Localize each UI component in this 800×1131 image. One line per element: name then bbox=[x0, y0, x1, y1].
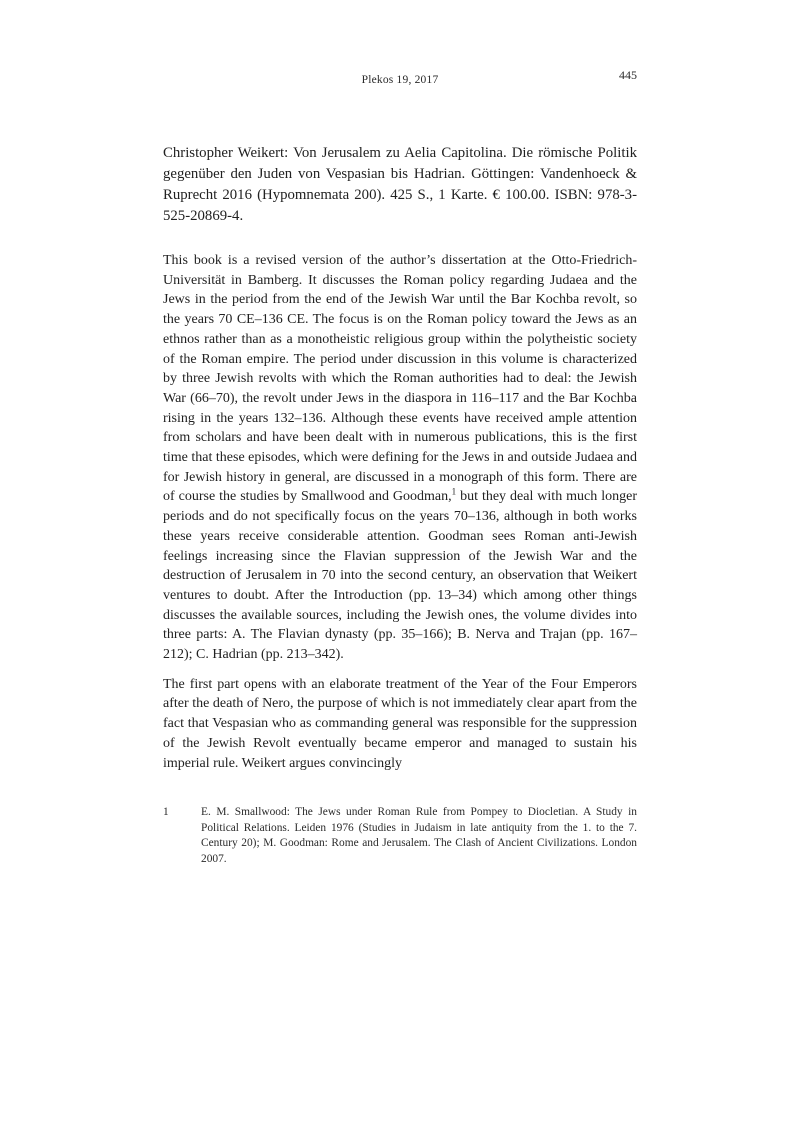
review-content bbox=[163, 143, 637, 868]
running-header bbox=[163, 68, 637, 88]
journal-title: Plekos 19, 2017 bbox=[361, 74, 439, 86]
paragraph-1-text-after-note: but they deal with much longer periods and do not specifically focus on the years 70–136, although in both works these years receive considerable attention. Goodman sees Roman anti-Jewish feelings increasing since the Flavian suppression of the Jewish War and the destruction of Jerusalem in 70 into the second century, an observation that Weikert ventures to doubt. After the Introduction (pp. 13–34) which among other things discusses the available sources, including the Jewish ones, the volume divides into three parts: A. The Flavian dynasty (pp. 35–166); B. Nerva and Trajan (pp. 167–212); C. Hadrian (pp. 213–342). bbox=[163, 489, 637, 663]
paragraph-2: The first part opens with an elaborate treatment of the Year of the Four Emperors after the death of Nero, the purpose of which is not immediately clear apart from the fact that Vespasian who as commanding general was responsible for the suppression of the Jewish Revolt eventually became emperor and managed to sustain his imperial rule. Weikert argues convincingly bbox=[163, 676, 637, 771]
paragraph-1-text-before-note: This book is a revised version of the author’s dissertation at the Otto-Friedrich-Universität in Bamberg. It discusses the Roman policy regarding Judaea and the Jews in the period from the end of the Jewish War until the Bar Kochba revolt, so the years 70 CE–136 CE. The focus is on the Roman policy toward the Jews as an ethnos rather than as a monotheistic religious group within the polytheistic society of the Roman empire. The period under discussion in this volume is characterized by three Jewish revolts with which the Roman authorities had to deal: the Jewish War (66–70), the revolt under Jews in the diaspora in 116–117 and the Bar Kochba rising in the years 132–136. Although these events have received ample attention from scholars and have been dealt with in numerous publications, this is the first time that these episodes, which were defining for the Jews in and outside Judaea and for Jewish history in general, are discussed in a monograph of this form. There are of course the studies by Smallwood and Goodman, bbox=[163, 253, 637, 505]
footnote-text: E. M. Smallwood: The Jews under Roman Rule from Pompey to Diocletian. A Study in Political Relations. Leiden 1976 (Studies in Judaism in late antiquity from the 1. to the 7. Century 20); M. Goodman: Rome and Jerusalem. The Clash of Ancient Civilizations. London 2007. bbox=[201, 806, 637, 866]
page-number: 445 bbox=[619, 68, 637, 82]
footnotes-section bbox=[163, 805, 637, 867]
footnote-1 bbox=[163, 805, 637, 867]
footnote-number: 1 bbox=[163, 806, 169, 819]
paragraph-1 bbox=[163, 251, 637, 665]
footnote-reference-marker: 1 bbox=[451, 486, 457, 497]
book-citation: Christopher Weikert: Von Jerusalem zu Aelia Capitolina. Die römische Politik gegenüber den Juden von Vespasian bis Hadrian. Göttingen: Vandenhoeck & Ruprecht 2016 (Hypomnemata 200). 425 S., 1 Karte. € 100.00. ISBN: 978-3-525-20869-4. bbox=[163, 145, 637, 224]
